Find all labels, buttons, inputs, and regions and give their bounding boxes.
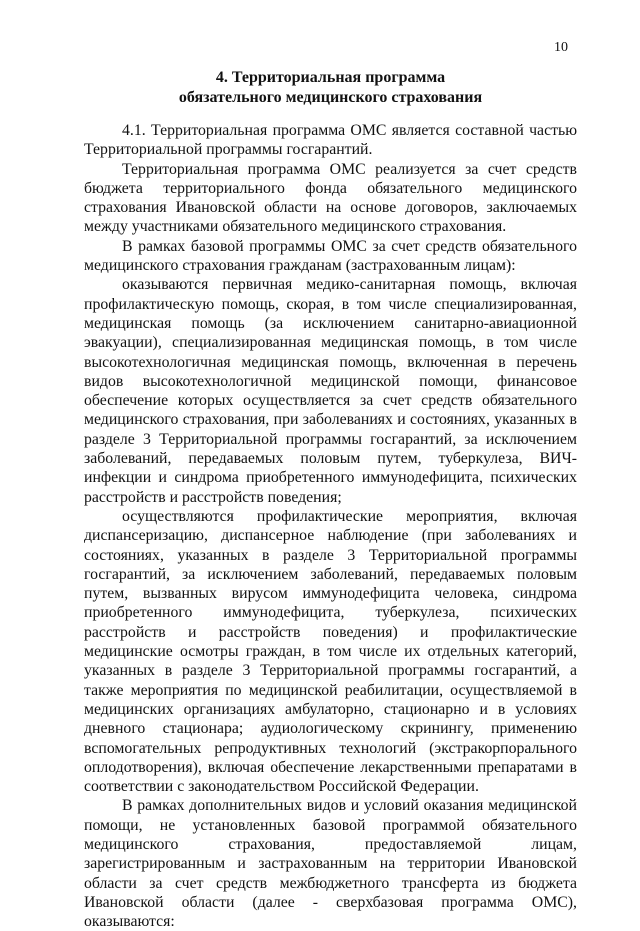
section-title-line-2: обязательного медицинского страхования [178,89,483,106]
section-title [84,68,577,108]
paragraph-care-provided: оказываются первичная медико-санитарная помощь, включая профилактическую помощь, скорая, в том числе специализированная, медицинская помощь (за исключением санитарно-авиационной эвакуации), специализированная медицинская помощь, в том числе высокотехнологичная медицинская помощь, включенная в перечень видов высокотехнологичной медицинской помощи, финансовое обеспечение которых осуществляется за счет средств обязательного медицинского страхования, при заболеваниях и состояниях, указанных в разделе 3 Территориальной программы госгарантий, за исключением заболеваний, передаваемых половым путем, туберкулеза, ВИЧ-инфекции и синдрома приобретенного иммунодефицита, психических расстройств и расстройств поведения; [84,276,577,506]
page-number: 10 [554,40,568,55]
paragraph-additional-program: В рамках дополнительных видов и условий оказания медицинской помощи, не установленных базовой программой обязательного медицинского страхования, предоставляемой лицам, зарегистрированным и застрахованным на территории Ивановской области за счет средств межбюджетного трансферта из бюджета Ивановской области (далее - сверхбазовая программа ОМС), оказываются: [84,797,577,931]
paragraph-4-1: 4.1. Территориальная программа ОМС является составной частью Территориальной программы госгарантий. [84,122,577,159]
paragraph-financing: Территориальная программа ОМС реализуется за счет средств бюджета территориального фонда обязательного медицинского страхования Ивановской области на основе договоров, заключаемых между участниками обязательного медицинского страхования. [84,160,577,236]
body-text [84,121,577,931]
section-title-line-1: 4. Территориальная программа [215,69,446,86]
paragraph-base-program-intro: В рамках базовой программы ОМС за счет средств обязательного медицинского страхования гражданам (застрахованным лицам): [84,237,577,275]
paragraph-preventive-measures: осуществляются профилактические мероприятия, включая диспансеризацию, диспансерное наблюдение (при заболеваниях и состояниях, указанных в разделе 3 Территориальной программы госгарантий, за исключением заболеваний, передаваемых половым путем, вызванных вирусом иммунодефицита человека, синдрома приобретенного иммунодефицита, туберкулеза, психических расстройств и расстройств поведения) и профилактические медицинские осмотры граждан, в том числе их отдельных категорий, указанных в разделе 3 Территориальной программы госгарантий, а также мероприятия по медицинской реабилитации, осуществляемой в медицинских организациях амбулаторно, стационарно и в условиях дневного стационара; аудиологическому скринингу, применению вспомогательных репродуктивных технологий (экстракорпорального оплодотворения), включая обеспечение лекарственными препаратами в соответствии с законодательством Российской Федерации. [84,507,577,796]
